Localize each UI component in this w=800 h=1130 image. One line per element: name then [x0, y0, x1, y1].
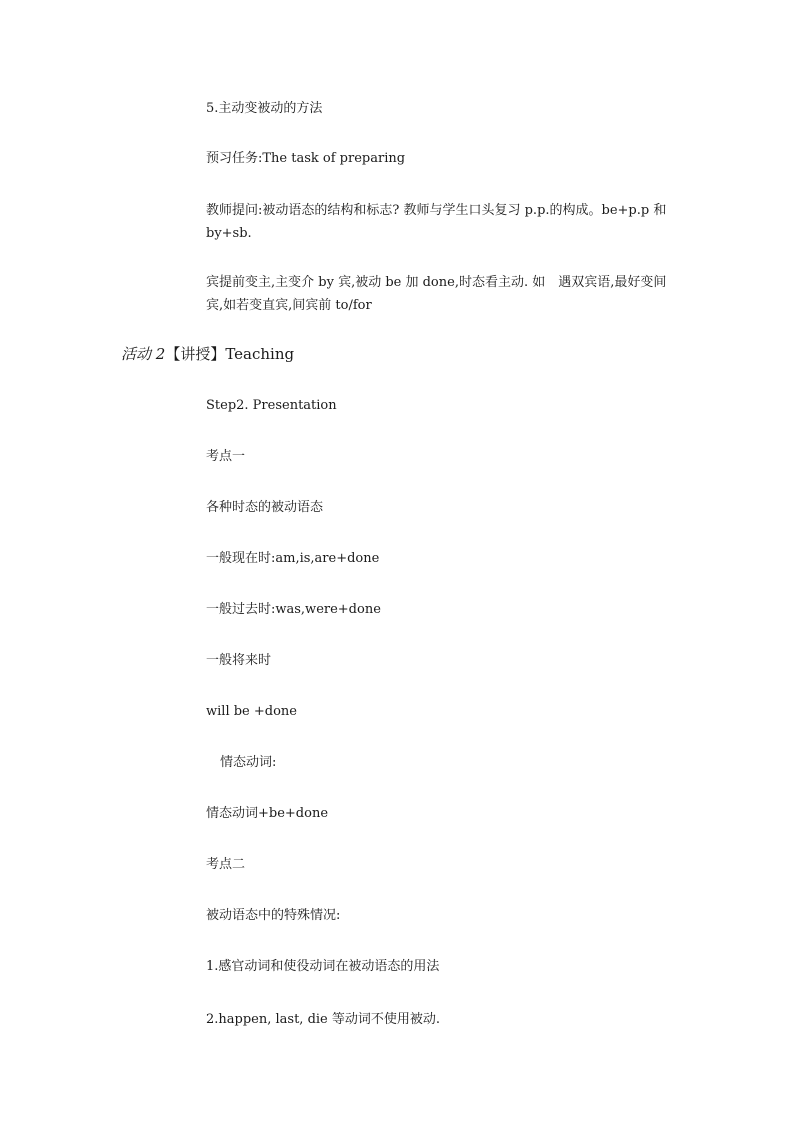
body-line-simple-past: 一般过去时:was,were+done [206, 602, 381, 617]
body-line-no-passive-verbs: 2.happen, last, die 等动词不使用被动. [206, 1012, 441, 1027]
body-line-passive-tenses: 各种时态的被动语态 [206, 500, 324, 515]
body-line-perception-verbs: 1.感官动词和使役动词在被动语态的用法 [206, 959, 440, 974]
body-line-will-be-done: will be +done [206, 704, 297, 719]
intro-line-rule-rhyme: 宾提前变主,主变介 by 宾,被动 be 加 done,时态看主动. 如 遇双宾语,最好变间宾,如若变直宾,间宾前 to/for [206, 275, 667, 313]
activity-heading [121, 344, 294, 364]
body-line-exam-point-1: 考点一 [206, 449, 246, 464]
body-line-special-cases: 被动语态中的特殊情况: [206, 908, 341, 923]
activity-heading-title: 【讲授】Teaching [165, 345, 295, 363]
intro-line-teacher-question: 教师提问:被动语态的结构和标志? 教师与学生口头复习 p.p.的构成。be+p.p 和 by+sb. [206, 203, 667, 241]
body-line-simple-present: 一般现在时:am,is,are+done [206, 551, 380, 566]
body-line-simple-future: 一般将来时 [206, 653, 272, 668]
intro-line-method: 5.主动变被动的方法 [206, 101, 323, 116]
body-line-modal-be-done: 情态动词+be+done [206, 806, 329, 821]
intro-line-preview-task: 预习任务:The task of preparing [206, 151, 406, 166]
body-line-exam-point-2: 考点二 [206, 857, 246, 872]
activity-heading-number: 活动 2 [121, 345, 166, 363]
body-line-step2: Step2. Presentation [206, 398, 337, 413]
body-line-modal-verbs: 情态动词: [220, 755, 277, 770]
